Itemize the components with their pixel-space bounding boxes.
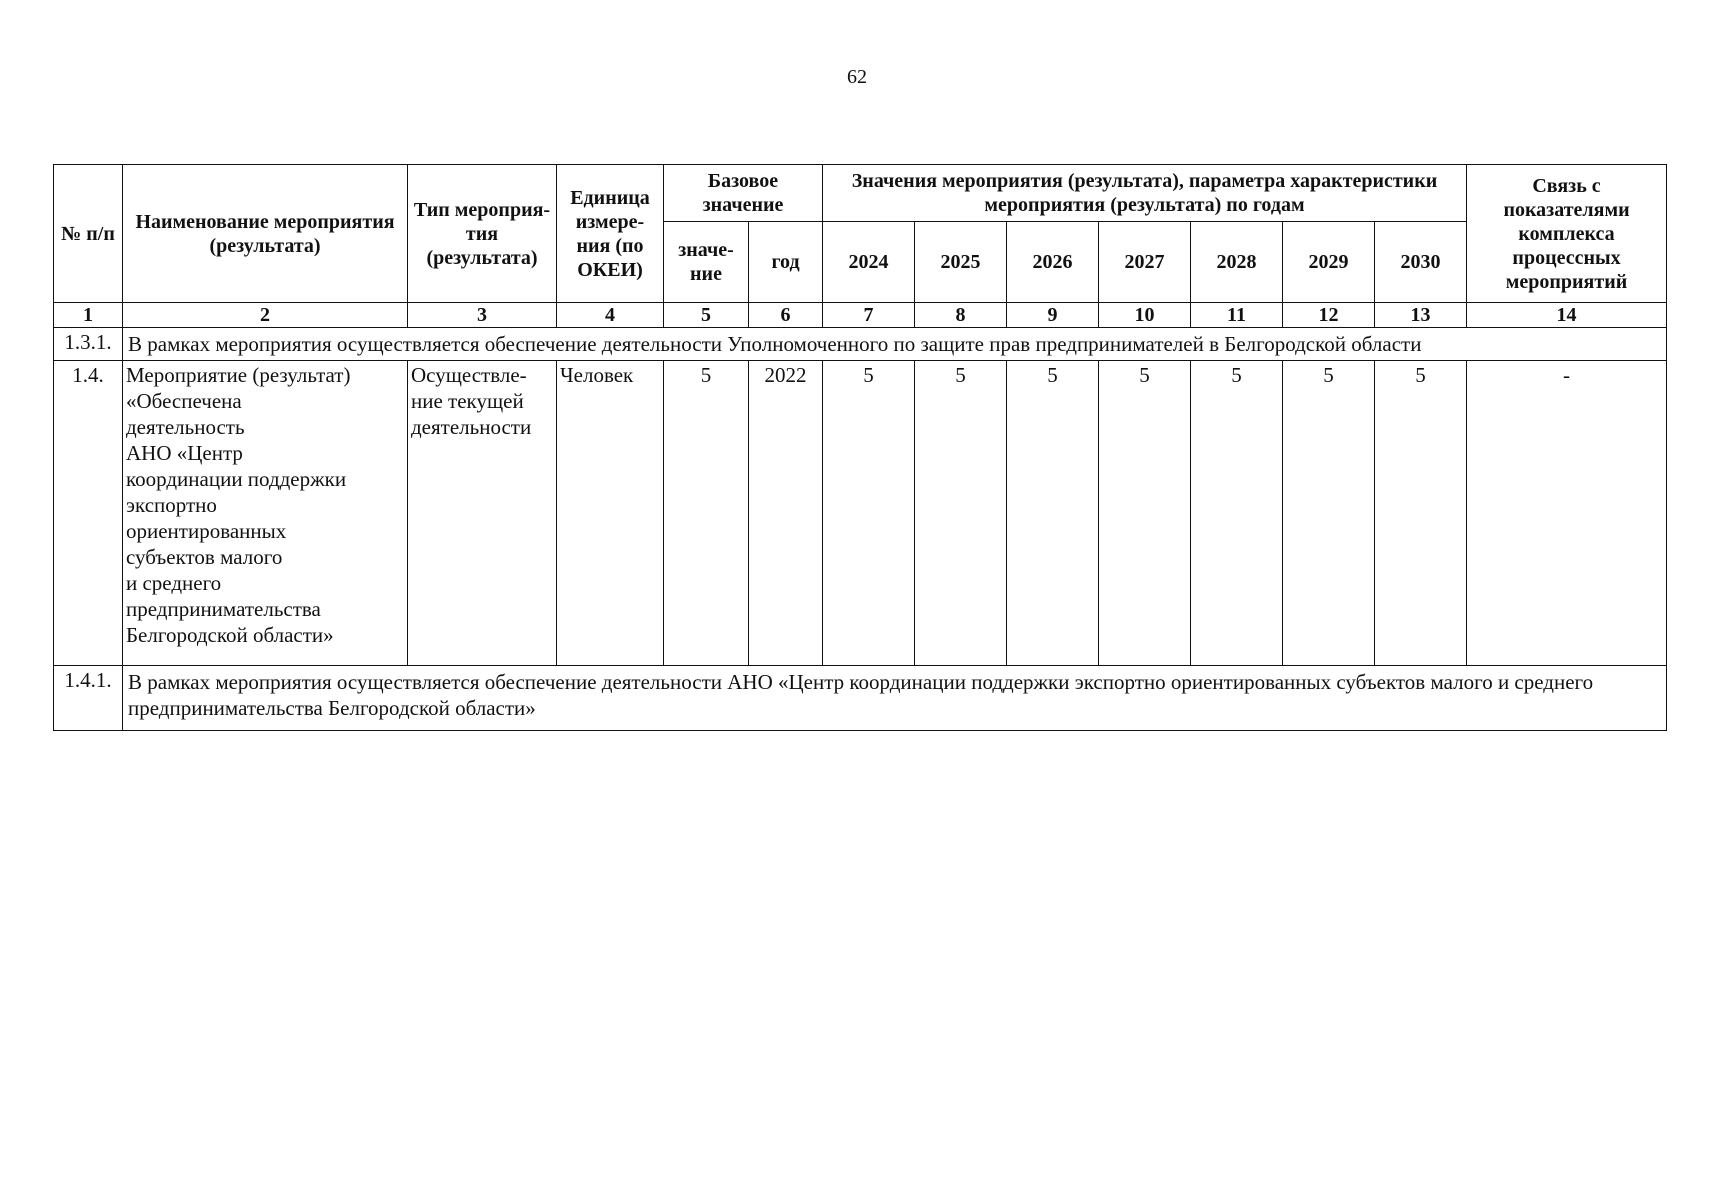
column-number: 2 [123, 303, 408, 328]
row-value-2027: 5 [1099, 361, 1191, 666]
header-year-2027: 2027 [1099, 222, 1191, 303]
row-value-2030: 5 [1375, 361, 1467, 666]
row-base-value: 5 [664, 361, 749, 666]
header-base-year: год [749, 222, 823, 303]
column-number: 4 [557, 303, 664, 328]
row-value-2025: 5 [915, 361, 1007, 666]
row-value-2028: 5 [1191, 361, 1283, 666]
row-type [408, 361, 557, 666]
header-type: Тип мероприя-тия (результата) [408, 165, 557, 303]
column-number: 11 [1191, 303, 1283, 328]
header-year-2029: 2029 [1283, 222, 1375, 303]
header-year-2024: 2024 [823, 222, 915, 303]
column-number: 1 [54, 303, 123, 328]
column-number: 13 [1375, 303, 1467, 328]
row-name-line: «Обеспечена [126, 389, 242, 413]
row-description: В рамках мероприятия осуществляется обеспечение деятельности АНО «Центр координации поддержки экспортно ориентированных субъектов малого и среднего предпринимательства Белгородской области» [123, 666, 1667, 731]
header-year-2025: 2025 [915, 222, 1007, 303]
table-row [54, 361, 1667, 666]
row-value-2026: 5 [1007, 361, 1099, 666]
row-name-line: Мероприятие (результат) [126, 363, 351, 387]
header-year-2026: 2026 [1007, 222, 1099, 303]
table-row [54, 328, 1667, 361]
column-number: 10 [1099, 303, 1191, 328]
header-unit: Единица измере-ния (по ОКЕИ) [557, 165, 664, 303]
row-type-line: Осуществле- [411, 363, 527, 387]
row-name-line: предпринимательства [126, 597, 321, 621]
header-link: Связь с показателями комплекса процессных мероприятий [1467, 165, 1667, 303]
row-name-line: ориентированных [126, 519, 287, 543]
row-name [123, 361, 408, 666]
header-base-group: Базовое значение [664, 165, 823, 222]
column-number: 7 [823, 303, 915, 328]
header-year-2028: 2028 [1191, 222, 1283, 303]
column-number: 6 [749, 303, 823, 328]
measures-table [53, 164, 1667, 731]
row-name-line: экспортно [126, 493, 217, 517]
column-number: 8 [915, 303, 1007, 328]
column-number: 14 [1467, 303, 1667, 328]
header-base-value: значе-ние [664, 222, 749, 303]
row-num: 1.4. [54, 361, 123, 666]
row-num: 1.4.1. [54, 666, 123, 731]
page-number: 62 [847, 66, 867, 88]
row-name-line: деятельность [126, 415, 245, 439]
column-number: 5 [664, 303, 749, 328]
column-number-row [54, 303, 1667, 328]
header-row-1 [54, 165, 1667, 222]
row-name-line: координации поддержки [126, 467, 347, 491]
header-year-2030: 2030 [1375, 222, 1467, 303]
header-name: Наименование мероприятия (результата) [123, 165, 408, 303]
column-number: 9 [1007, 303, 1099, 328]
row-num: 1.3.1. [54, 328, 123, 361]
row-value-2029: 5 [1283, 361, 1375, 666]
table-row [54, 666, 1667, 731]
row-name-line: АНО «Центр [126, 441, 243, 465]
row-link: - [1467, 361, 1667, 666]
header-years-group: Значения мероприятия (результата), параметра характеристики мероприятия (результата) по годам [823, 165, 1467, 222]
row-name-line: Белгородской области» [126, 623, 334, 647]
column-number: 12 [1283, 303, 1375, 328]
row-type-line: деятельности [411, 415, 532, 439]
column-number: 3 [408, 303, 557, 328]
header-num: № п/п [54, 165, 123, 303]
row-description: В рамках мероприятия осуществляется обеспечение деятельности Уполномоченного по защите прав предпринимателей в Белгородской области [123, 328, 1667, 361]
row-name-line: и среднего [126, 571, 222, 595]
row-base-year: 2022 [749, 361, 823, 666]
row-value-2024: 5 [823, 361, 915, 666]
row-unit: Человек [557, 361, 664, 666]
row-type-line: ние текущей [411, 389, 524, 413]
row-name-line: субъектов малого [126, 545, 283, 569]
